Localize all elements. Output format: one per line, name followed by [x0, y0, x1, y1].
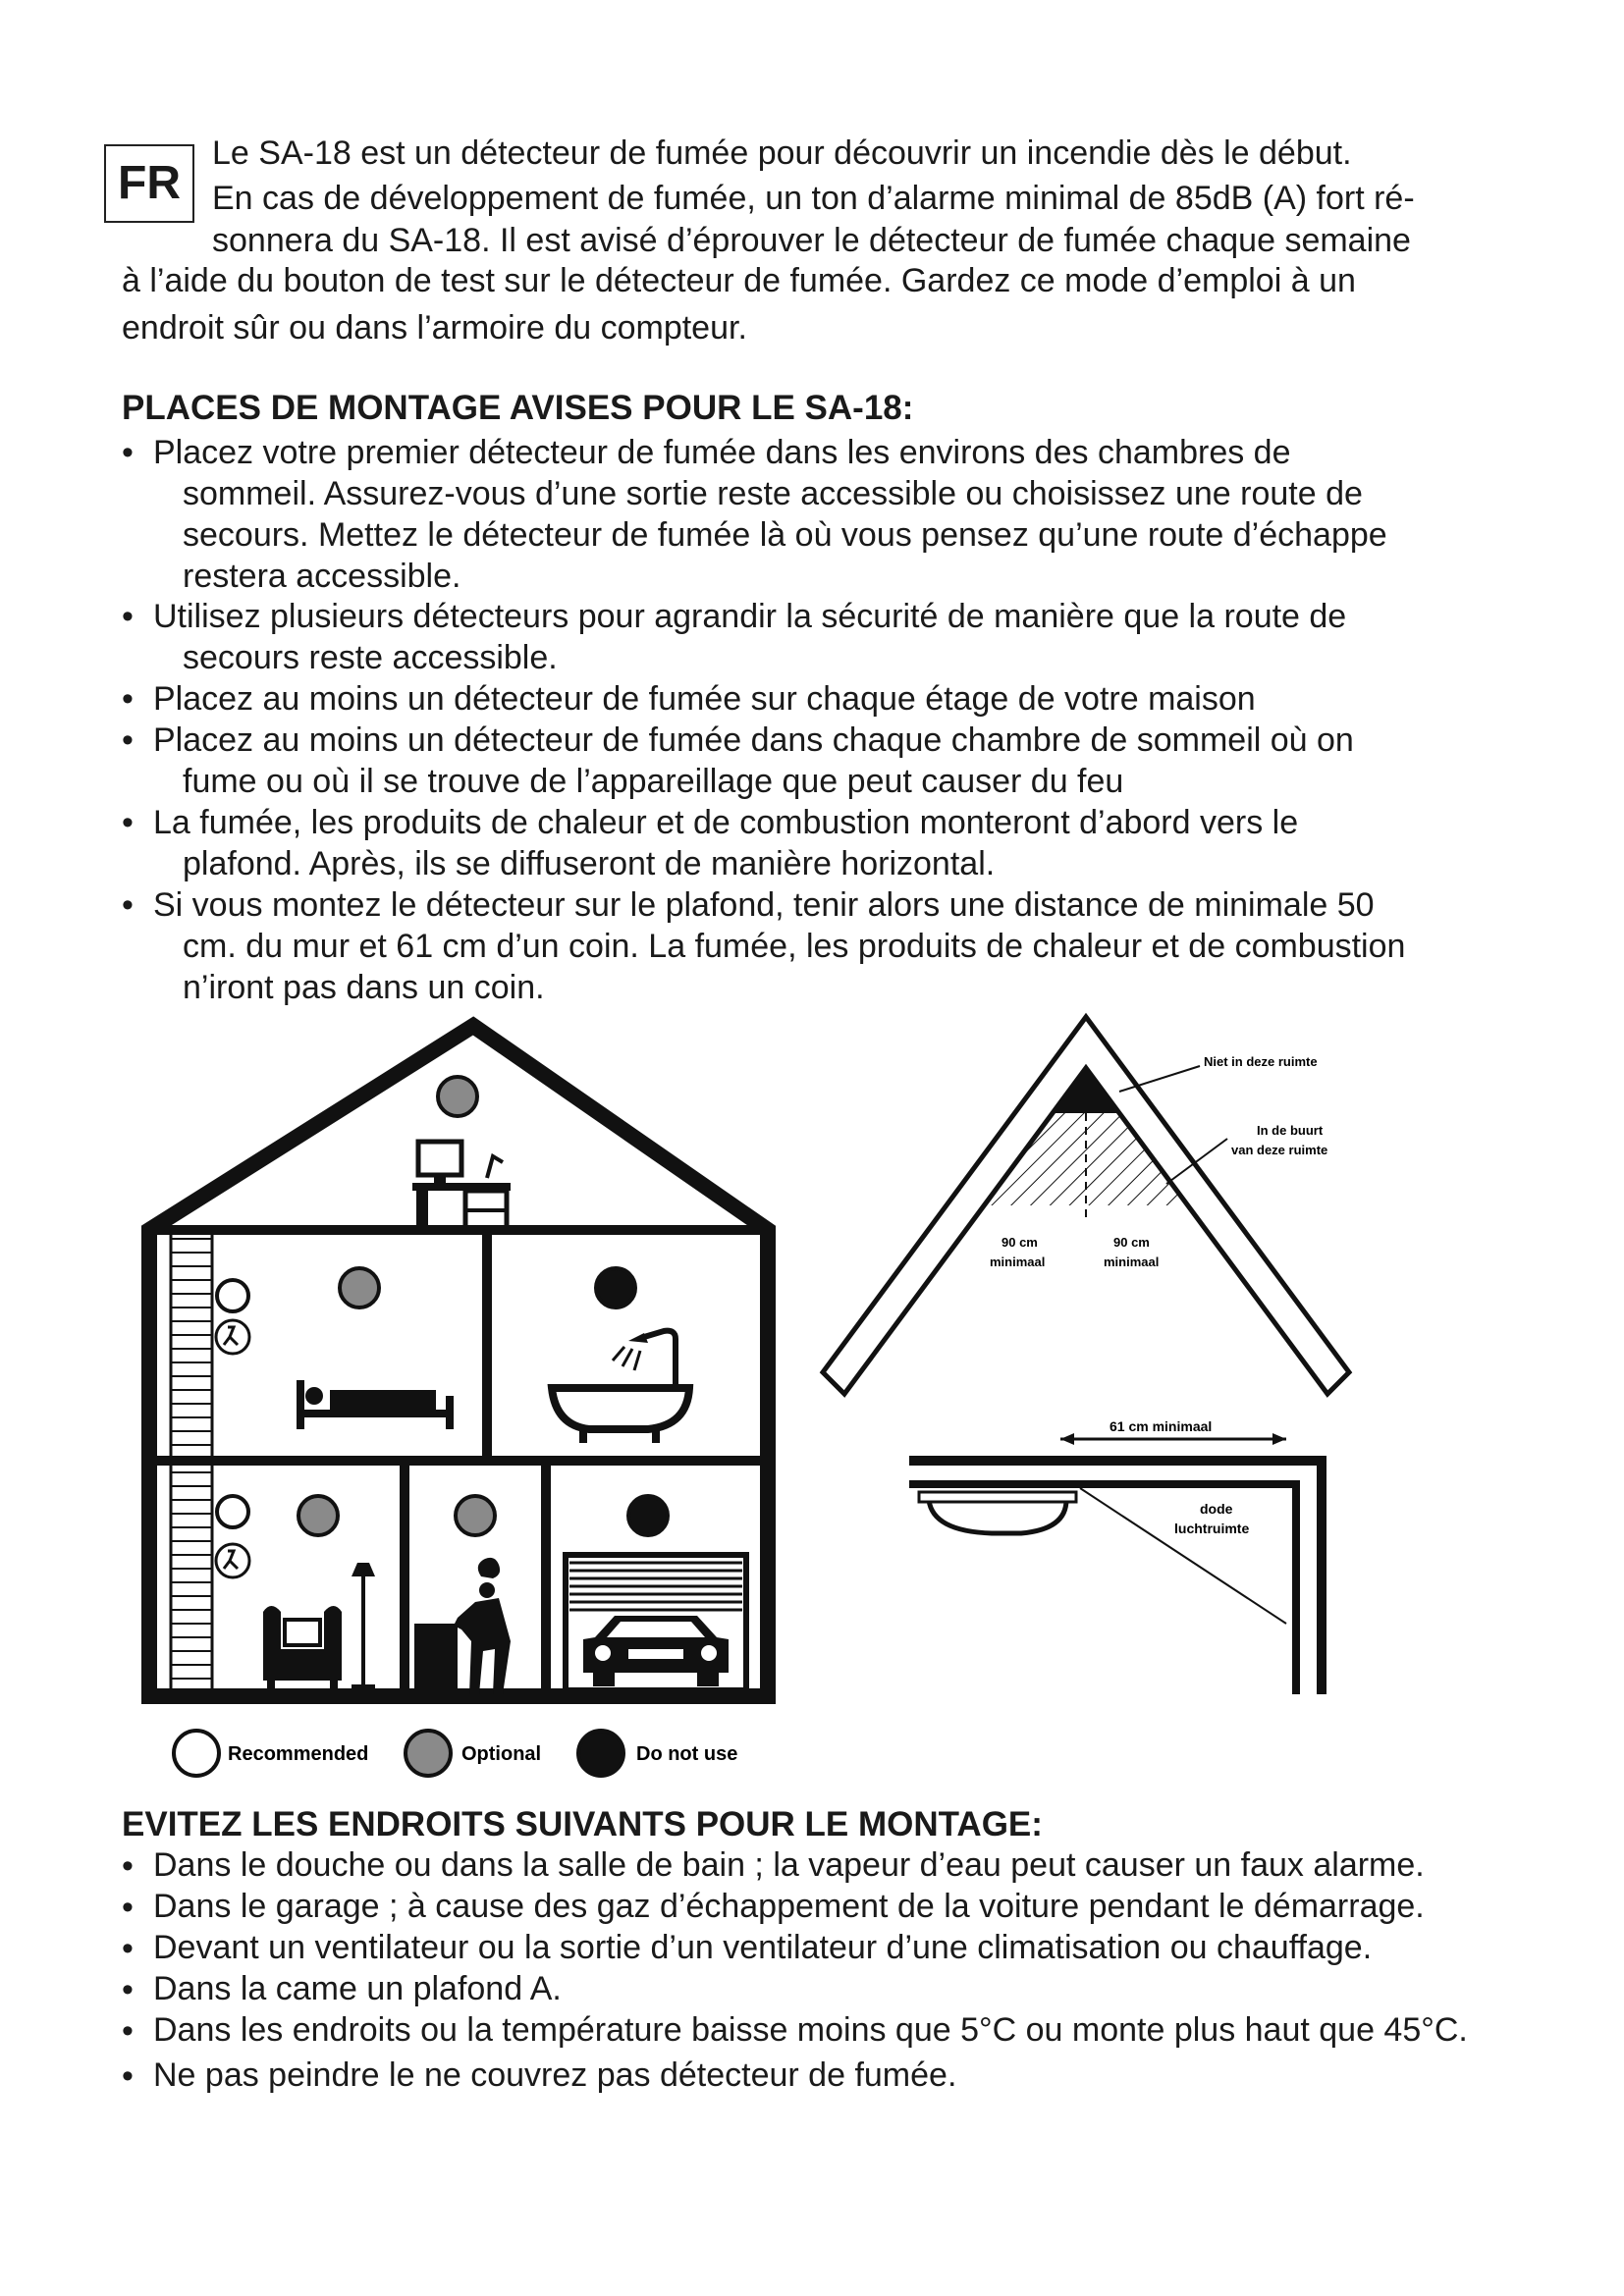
detector-optional [298, 1496, 338, 1535]
ceiling-label-dead: luchtruimte [1174, 1521, 1250, 1536]
bullet-line: La fumée, les produits de chaleur et de combustion monteront d’abord vers le [153, 804, 1299, 841]
bullet-line: Dans la came un plafond A. [153, 1970, 562, 2007]
roof-label-near: van deze ruimte [1231, 1143, 1328, 1157]
bullet-line: Si vous montez le détecteur sur le plafond, tenir alors une distance de minimale 50 [153, 886, 1375, 924]
language-badge: FR [104, 144, 194, 223]
legend-item-do-not-use [578, 1731, 737, 1776]
bullet-line: Dans les endroits ou la température baisse moins que 5°C ou monte plus haut que 45°C. [153, 2011, 1468, 2049]
bullet-line: Utilisez plusieurs détecteurs pour agrandir la sécurité de manière que la route de [153, 598, 1347, 635]
bullet-marker: • [122, 1889, 134, 1926]
detector-do-not-use [596, 1268, 635, 1308]
bullet-marker: • [122, 598, 134, 635]
bullet-marker: • [122, 1847, 134, 1885]
cook-icon [414, 1558, 511, 1694]
roof-label-near: In de buurt [1257, 1123, 1324, 1138]
intro-line: endroit sûr ou dans l’armoire du compteur. [122, 309, 747, 347]
desk-icon [412, 1142, 511, 1230]
legend-label: Recommended [228, 1743, 369, 1765]
bullet-line: secours reste accessible. [183, 639, 558, 676]
exit-sign-icon [216, 1544, 249, 1577]
intro-line: Le SA-18 est un détecteur de fumée pour découvrir un incendie dès le début. [212, 134, 1352, 172]
detector-optional [340, 1268, 379, 1308]
roof-label-min-left: minimaal [990, 1255, 1046, 1269]
bullet-line: fume ou où il se trouve de l’appareillage que peut causer du feu [183, 763, 1124, 800]
bullet-line: Dans le douche ou dans la salle de bain ; la vapeur d’eau peut causer un faux alarme. [153, 1846, 1425, 1884]
diagram-legend [174, 1731, 737, 1776]
roof-label-not-here: Niet in deze ruimte [1204, 1054, 1318, 1069]
bullet-line: sommeil. Assurez-vous d’une sortie reste accessible ou choisissez une route de [183, 475, 1363, 512]
bullet-line: secours. Mettez le détecteur de fumée là où vous pensez qu’une route d’échappe [183, 516, 1387, 554]
stair-steps [171, 1239, 212, 1679]
bed-icon [297, 1380, 454, 1429]
legend-item-recommended [174, 1731, 368, 1776]
detector-recommended [217, 1496, 248, 1527]
bullet-marker: • [122, 1971, 134, 2008]
exit-sign-icon [216, 1320, 249, 1354]
ceiling-label-distance: 61 cm minimaal [1110, 1418, 1213, 1434]
mounting-heading: PLACES DE MONTAGE AVISES POUR LE SA-18: [122, 389, 914, 427]
detector-recommended [217, 1280, 248, 1311]
bullet-line: restera accessible. [183, 558, 461, 595]
bullet-marker: • [122, 804, 134, 841]
bullet-line: cm. du mur et 61 cm d’un coin. La fumée, les produits de chaleur et de combustion [183, 928, 1406, 965]
bullet-marker: • [122, 2012, 134, 2050]
bullet-line: Placez votre premier détecteur de fumée dans les environs des chambres de [153, 434, 1291, 471]
bullet-marker: • [122, 2057, 134, 2095]
avoid-heading: EVITEZ LES ENDROITS SUIVANTS POUR LE MONTAGE: [122, 1805, 1043, 1843]
intro-line: sonnera du SA-18. Il est avisé d’éprouver le détecteur de fumée chaque semaine [212, 222, 1411, 259]
bullet-marker: • [122, 434, 134, 471]
bullet-line: plafond. Après, ils se diffuseront de manière horizontal. [183, 845, 996, 882]
bullet-line: Placez au moins un détecteur de fumée dans chaque chambre de sommeil où on [153, 721, 1354, 759]
ceiling-label-dead: dode [1200, 1501, 1233, 1517]
bathtub-icon [552, 1331, 689, 1443]
bullet-marker: • [122, 886, 134, 924]
bullet-line: Ne pas peindre le ne couvrez pas détecteur de fumée. [153, 2056, 957, 2094]
roof-label-min-left: 90 cm [1001, 1235, 1038, 1250]
roof-diagram [823, 1017, 1349, 1394]
roof-label-min-right: 90 cm [1113, 1235, 1150, 1250]
roof-label-min-right: minimaal [1104, 1255, 1160, 1269]
detector-do-not-use [628, 1496, 668, 1535]
bullet-line: Devant un ventilateur ou la sortie d’un ventilateur d’une climatisation ou chauffage. [153, 1929, 1373, 1966]
intro-line: En cas de développement de fumée, un ton d’alarme minimal de 85dB (A) fort ré- [212, 180, 1415, 217]
mounting-diagram [0, 1001, 1624, 1806]
detector-optional [456, 1496, 495, 1535]
bullet-line: n’iront pas dans un coin. [183, 969, 545, 1006]
ceiling-diagram [909, 1418, 1322, 1694]
legend-label: Optional [461, 1743, 542, 1765]
bullet-marker: • [122, 1930, 134, 1967]
intro-line: à l’aide du bouton de test sur le détecteur de fumée. Gardez ce mode d’emploi à un [122, 262, 1356, 299]
detector-optional [438, 1077, 477, 1116]
garage-car-icon [566, 1555, 746, 1690]
legend-label: Do not use [636, 1743, 738, 1765]
bullet-line: Dans le garage ; à cause des gaz d’échappement de la voiture pendant le démarrage. [153, 1888, 1425, 1925]
bullet-line: Placez au moins un détecteur de fumée sur chaque étage de votre maison [153, 680, 1256, 718]
bullet-marker: • [122, 721, 134, 759]
bullet-marker: • [122, 680, 134, 718]
legend-item-optional [406, 1731, 541, 1776]
armchair-icon [263, 1563, 375, 1692]
